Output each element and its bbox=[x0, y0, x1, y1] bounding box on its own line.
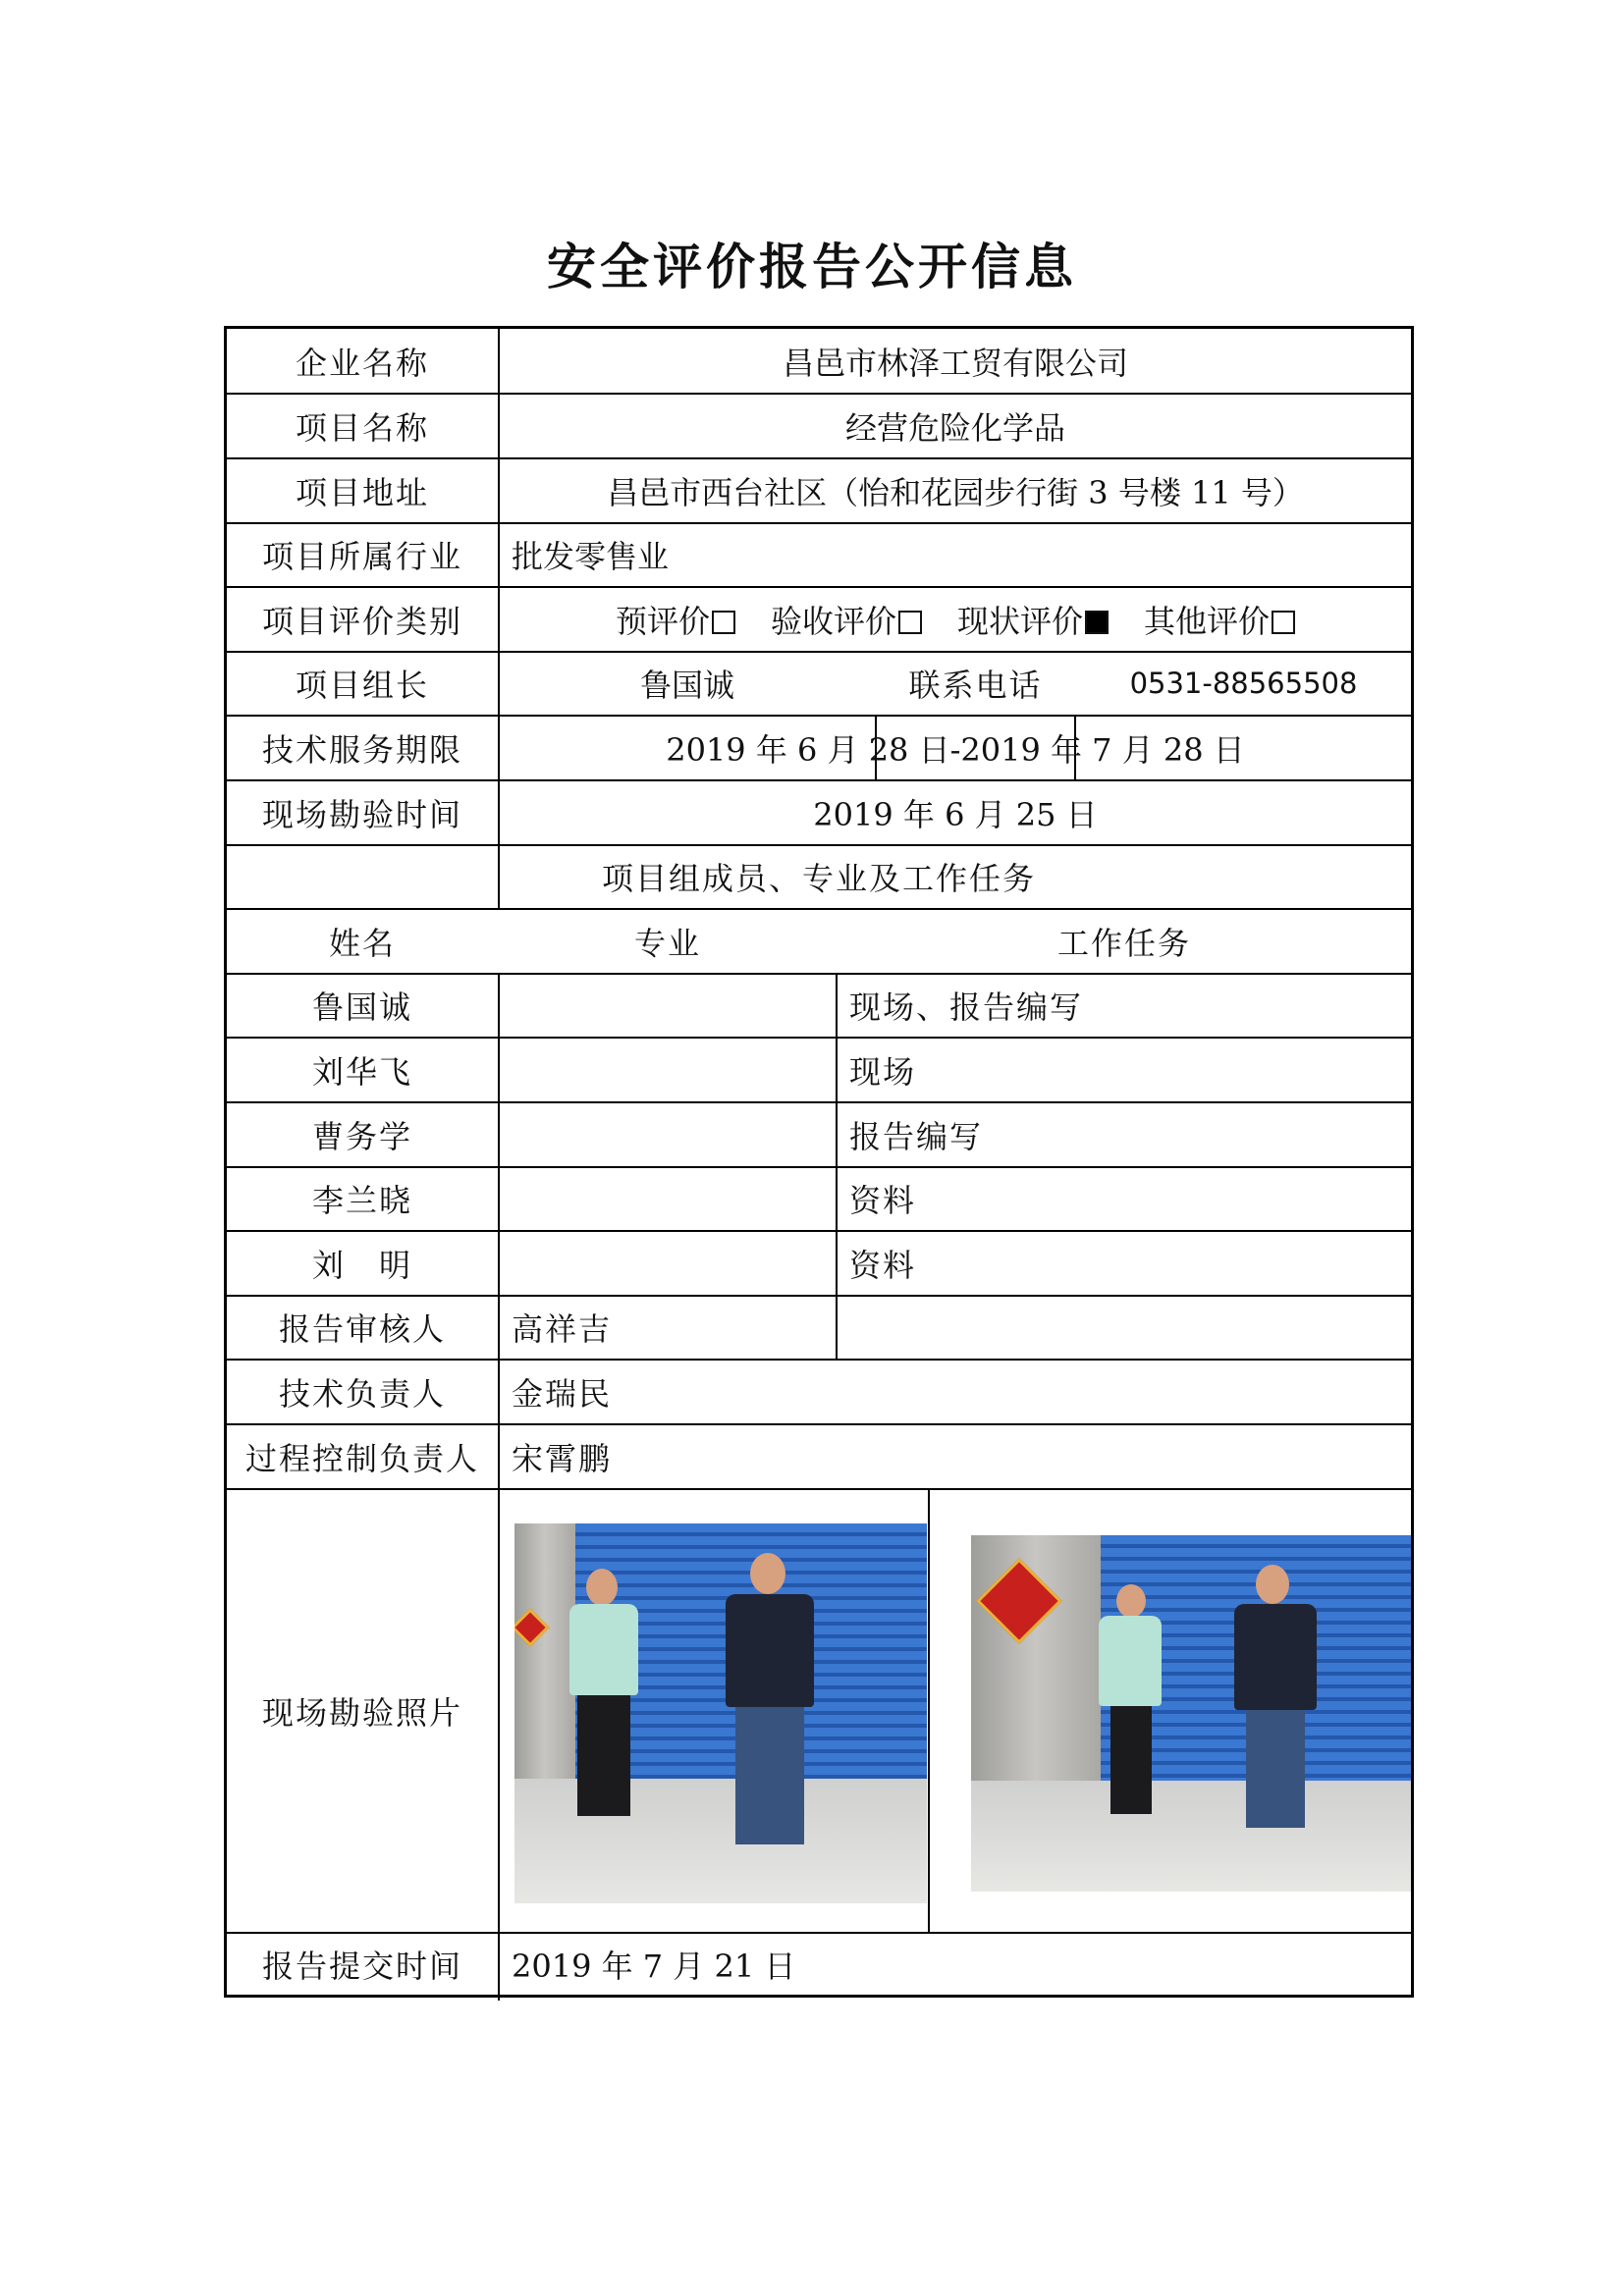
members-header-task: 工作任务 bbox=[1056, 924, 1191, 962]
submit-time-label: 报告提交时间 bbox=[261, 1948, 462, 1985]
eval-type-options bbox=[500, 587, 1411, 651]
members-section-title: 项目组成员、专业及工作任务 bbox=[601, 860, 1036, 897]
survey-time-value: 2019 年 6 月 25 日 bbox=[813, 795, 1098, 833]
eval-option-pre: 预评价 bbox=[616, 597, 735, 642]
member-major bbox=[500, 1167, 836, 1230]
project-address-label: 项目地址 bbox=[295, 473, 429, 511]
tech-lead-label: 技术负责人 bbox=[278, 1374, 446, 1413]
report-table bbox=[224, 326, 1414, 1998]
member-major bbox=[500, 1102, 836, 1166]
pre-eval-checkbox bbox=[712, 611, 735, 634]
project-name-label: 项目名称 bbox=[295, 408, 429, 447]
members-header-major: 专业 bbox=[633, 924, 701, 962]
member-task: 报告编写 bbox=[849, 1117, 984, 1155]
company-label: 企业名称 bbox=[295, 344, 429, 382]
project-name-value: 经营危险化学品 bbox=[844, 408, 1065, 447]
member-name: 鲁国诚 bbox=[311, 988, 412, 1026]
phone-value: 0531-88565508 bbox=[1129, 667, 1358, 700]
submit-time-value: 2019 年 7 月 21 日 bbox=[512, 1948, 796, 1985]
eval-option-acceptance: 验收评价 bbox=[771, 597, 922, 642]
reviewer-label: 报告审核人 bbox=[278, 1310, 446, 1348]
photos-label: 现场勘验照片 bbox=[261, 1693, 462, 1732]
page-title: 安全评价报告公开信息 bbox=[547, 239, 1077, 295]
company-value: 昌邑市林泽工贸有限公司 bbox=[782, 344, 1128, 382]
member-name: 曹务学 bbox=[311, 1117, 412, 1155]
process-lead-label: 过程控制负责人 bbox=[244, 1439, 479, 1477]
other-eval-checkbox bbox=[1272, 611, 1295, 634]
member-task: 资料 bbox=[849, 1182, 917, 1219]
eval-option-current: 现状评价 bbox=[957, 597, 1109, 642]
acceptance-eval-checkbox bbox=[898, 611, 922, 634]
members-header-name: 姓名 bbox=[328, 924, 396, 962]
member-task: 资料 bbox=[849, 1246, 917, 1284]
member-task: 现场、报告编写 bbox=[849, 988, 1084, 1026]
eval-option-other: 其他评价 bbox=[1144, 597, 1295, 642]
service-period-value: 2019 年 6 月 28 日-2019 年 7 月 28 日 bbox=[666, 730, 1245, 769]
site-photo-1 bbox=[514, 1523, 927, 1903]
member-major bbox=[500, 974, 836, 1037]
leader-label: 项目组长 bbox=[295, 667, 429, 704]
member-name: 刘 明 bbox=[311, 1246, 412, 1284]
phone-label: 联系电话 bbox=[908, 667, 1043, 704]
process-lead-value: 宋霄鹏 bbox=[512, 1439, 613, 1477]
eval-type-label: 项目评价类别 bbox=[261, 602, 462, 640]
member-name: 李兰晓 bbox=[311, 1182, 412, 1219]
industry-label: 项目所属行业 bbox=[261, 538, 462, 575]
leader-value: 鲁国诚 bbox=[639, 667, 734, 704]
current-eval-checkbox bbox=[1085, 611, 1109, 634]
member-name: 刘华飞 bbox=[311, 1052, 412, 1091]
member-major bbox=[500, 1231, 836, 1295]
tech-lead-value: 金瑞民 bbox=[512, 1374, 613, 1413]
industry-value: 批发零售业 bbox=[512, 538, 670, 575]
survey-time-label: 现场勘验时间 bbox=[261, 795, 462, 833]
service-period-label: 技术服务期限 bbox=[261, 730, 462, 769]
site-photo-2 bbox=[971, 1535, 1411, 1892]
member-major bbox=[500, 1038, 836, 1101]
member-task: 现场 bbox=[849, 1052, 917, 1091]
reviewer-value: 高祥吉 bbox=[512, 1310, 613, 1348]
project-address-value: 昌邑市西台社区（怡和花园步行街 3 号楼 11 号） bbox=[607, 473, 1304, 511]
